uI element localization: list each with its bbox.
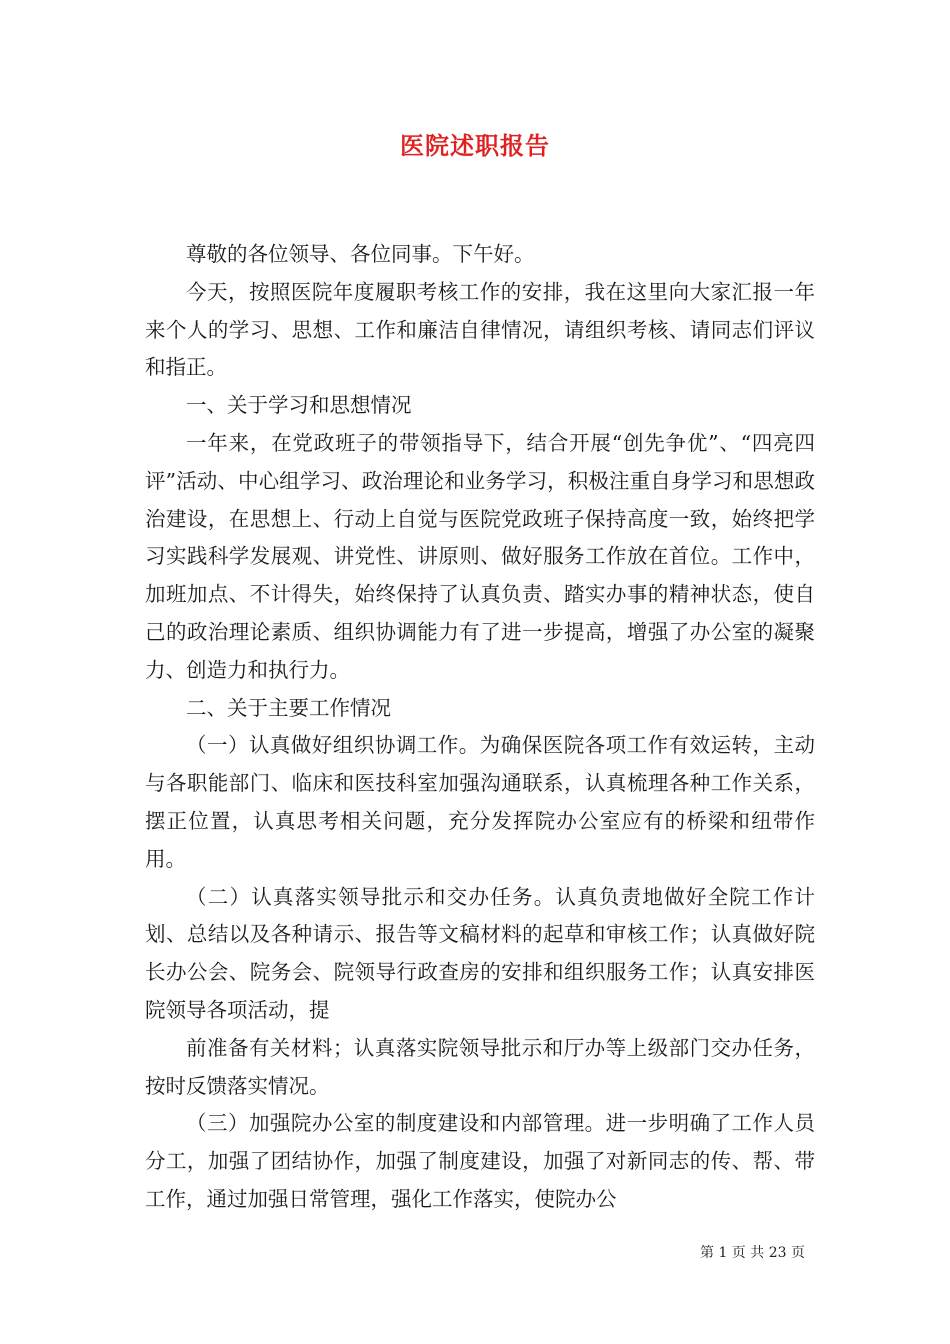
- paragraph-study: 一年来，在党政班子的带领指导下，结合开展“创先争优”、“四亮四评”活动、中心组学习、政治理论和业务学习，积极注重自身学习和思想政治建设，在思想上、行动上自觉与医院党政班子保持高度一致，始终把学习实践科学发展观、讲党性、讲原则、做好服务工作放在首位。工作中，加班加点、不计得失，始终保持了认真负责、踏实办事的精神状态，使自己的政治理论素质、组织协调能力有了进一步提高，增强了办公室的凝聚力、创造力和执行力。: [145, 430, 815, 682]
- paragraph-work-1: （一）认真做好组织协调工作。为确保医院各项工作有效运转，主动与各职能部门、临床和医技科室加强沟通联系，认真梳理各种工作关系，摆正位置，认真思考相关问题，充分发挥院办公室应有的桥梁和纽带作用。: [145, 733, 815, 871]
- paragraph-greeting: 尊敬的各位领导、各位同事。下午好。: [186, 242, 535, 266]
- paragraph-work-2-cont: 前准备有关材料；认真落实院领导批示和厅办等上级部门交办任务，按时反馈落实情况。: [145, 1035, 815, 1098]
- document-title: 医院述职报告: [400, 131, 550, 160]
- paragraph-intro: 今天，按照医院年度履职考核工作的安排，我在这里向大家汇报一年来个人的学习、思想、工作和廉洁自律情况，请组织考核、请同志们评议和指正。: [145, 279, 815, 380]
- paragraph-work-3: （三）加强院办公室的制度建设和内部管理。进一步明确了工作人员分工，加强了团结协作，加强了制度建设，加强了对新同志的传、帮、带工作，通过加强日常管理，强化工作落实，使院办公: [145, 1111, 815, 1211]
- section-heading-study: 一、关于学习和思想情况: [186, 393, 412, 418]
- section-heading-work: 二、关于主要工作情况: [186, 695, 391, 720]
- page-footer: 第 1 页 共 23 页: [700, 1245, 805, 1261]
- document-body: [145, 236, 815, 1219]
- paragraph-work-2: （二）认真落实领导批示和交办任务。认真负责地做好全院工作计划、总结以及各种请示、报告等文稿材料的起草和审核工作；认真做好院长办公会、院务会、院领导行政查房的安排和组织服务工作；认真安排医院领导各项活动，提: [145, 884, 815, 1022]
